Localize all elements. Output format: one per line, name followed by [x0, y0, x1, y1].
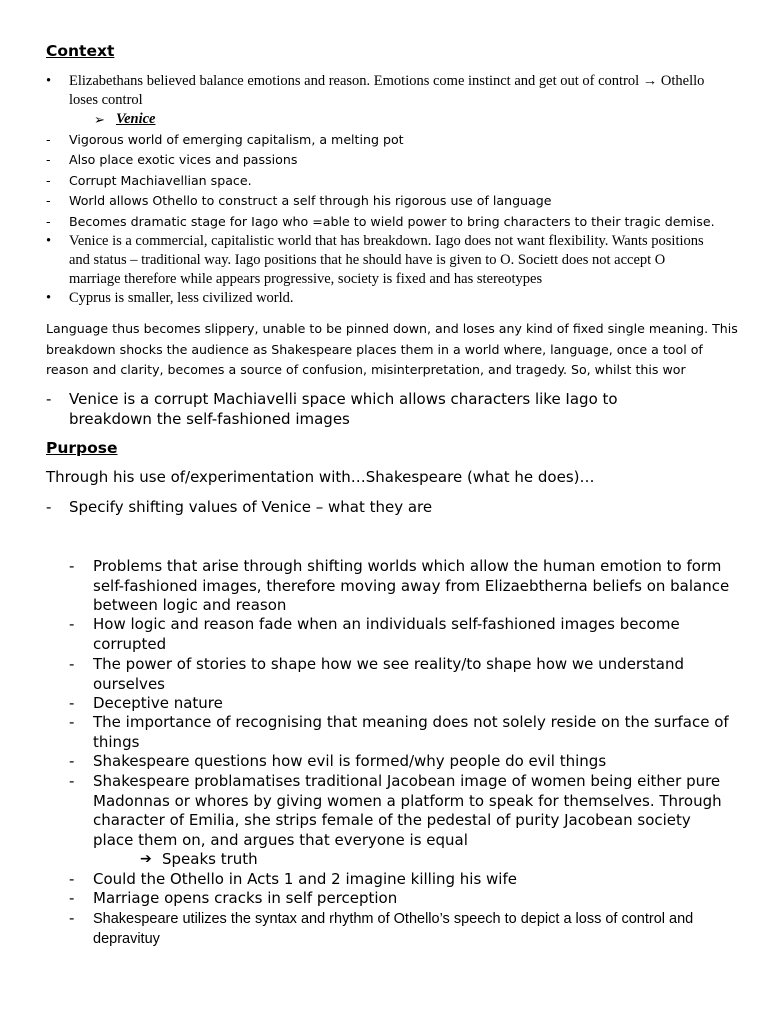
dash-marker: - — [69, 909, 75, 927]
dash-marker: - — [46, 193, 51, 208]
dash-marker: - — [69, 615, 75, 633]
dash-marker: - — [69, 889, 75, 907]
venice-subheading: Venice — [116, 111, 156, 127]
context-bullet-1: Elizabethans believed balance emotions and reason. Emotions come instinct and get out of control → Othello loses control — [69, 73, 705, 108]
dash-marker: - — [69, 655, 75, 673]
purpose-item-text: Deceptive nature — [93, 694, 223, 712]
purpose-item-text: The importance of recognising that meaning does not solely reside on the surface of things — [93, 713, 729, 751]
specify-text: Specify shifting values of Venice – what they are — [69, 498, 433, 516]
purpose-item-text: How logic and reason fade when an individuals self-fashioned images become corrupted — [93, 615, 680, 653]
purpose-item-text: Could the Othello in Acts 1 and 2 imagine killing his wife — [93, 870, 517, 888]
dash-marker: - — [46, 498, 52, 516]
purpose-item-text: The power of stories to shape how we see reality/to shape how we understand ourselves — [93, 655, 685, 693]
language-paragraph: Language thus becomes slippery, unable to be pinned down, and loses any kind of fixed single meaning. This breakdown shocks the audience as Shakespeare places them in a world where, language, once a tool of reason and clarity, becomes a source of confusion, misinterpretation, and tragedy. So, whilst this wor — [46, 321, 738, 377]
context-heading: Context — [46, 42, 115, 60]
dash-item-text: Becomes dramatic stage for Iago who =able to wield power to bring characters to their tragic demise. — [69, 214, 715, 229]
purpose-heading: Purpose — [46, 439, 118, 457]
dash-marker: - — [46, 132, 51, 147]
dash-marker: - — [46, 152, 51, 167]
bullet-marker: • — [46, 290, 52, 306]
venice-dash-text: Venice is a corrupt Machiavelli space which allows characters like Iago to breakdown the self-fashioned images — [69, 390, 618, 428]
dash-marker: - — [69, 557, 75, 575]
dash-marker: - — [69, 772, 75, 790]
context-bullet-3: Cyprus is smaller, less civilized world. — [69, 290, 294, 306]
purpose-intro: Through his use of/experimentation with…Shakespeare (what he does)… — [46, 468, 595, 486]
purpose-item-text: Marriage opens cracks in self perception — [93, 889, 398, 907]
dash-marker: - — [69, 713, 75, 731]
dash-marker: - — [69, 694, 75, 712]
arrow-item-text: Speaks truth — [162, 850, 258, 868]
dash-marker: - — [46, 214, 51, 229]
dash-item-text: Also place exotic vices and passions — [69, 152, 298, 167]
purpose-item-text: Shakespeare utilizes the syntax and rhythm of Othello’s speech to depict a loss of control and depravituy — [93, 911, 694, 947]
dash-marker: - — [69, 870, 75, 888]
bullet-marker: • — [46, 233, 52, 249]
dash-marker: - — [46, 173, 51, 188]
venice-marker-icon: ➢ — [94, 112, 105, 127]
dash-item-text: World allows Othello to construct a self through his rigorous use of language — [69, 193, 552, 208]
dash-marker: - — [46, 390, 52, 408]
bullet-marker: • — [46, 73, 52, 89]
context-bullet-2: Venice is a commercial, capitalistic world that has breakdown. Iago does not want flexibility. Wants positions and status – traditional way. Iago positions that he should have is given to O. Societt does not accept O marriage therefore while appears progressive, society is fixed and has stereotypes — [69, 233, 704, 287]
dash-marker: - — [69, 752, 75, 770]
purpose-item-text: Problems that arise through shifting worlds which allow the human emotion to form self-fashioned images, therefore moving away from Elizaebtherna beliefs on balance between logic and reason — [93, 557, 730, 615]
arrow-icon: ➔ — [140, 851, 152, 867]
purpose-item-text: Shakespeare problamatises traditional Jacobean image of women being either pure Madonnas or whores by giving women a platform to speak for themselves. Through character of Emilia, she strips female of the pedestal of purity Jacobean society place them on, and argues that everyone is equal — [93, 772, 722, 849]
dash-item-text: Corrupt Machiavellian space. — [69, 173, 252, 188]
purpose-item-text: Shakespeare questions how evil is formed/why people do evil things — [93, 752, 607, 770]
dash-item-text: Vigorous world of emerging capitalism, a melting pot — [69, 132, 404, 147]
